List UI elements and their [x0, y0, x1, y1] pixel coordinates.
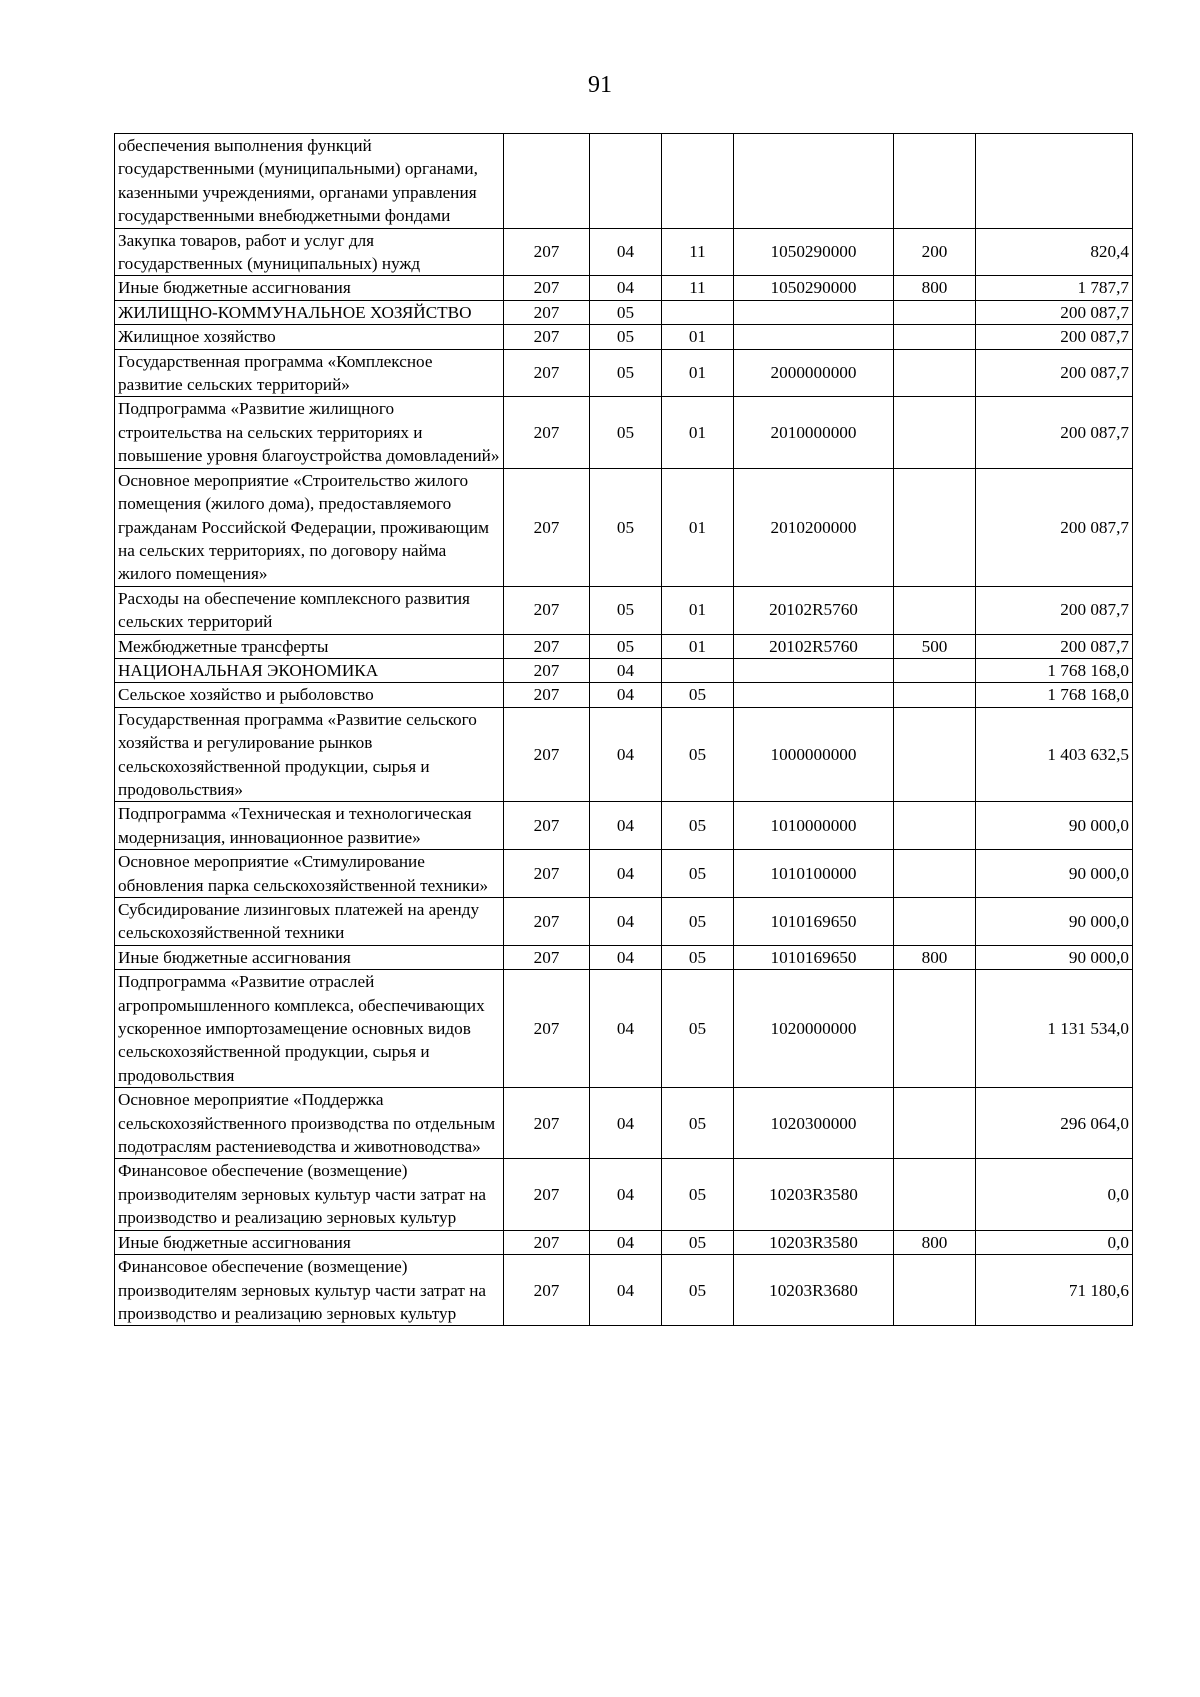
expenditure-name-cell: НАЦИОНАЛЬНАЯ ЭКОНОМИКА: [115, 658, 504, 682]
expenditure-name-cell: ЖИЛИЩНО-КОММУНАЛЬНОЕ ХОЗЯЙСТВО: [115, 300, 504, 324]
expense-type-cell: [894, 325, 976, 349]
subsection-code-cell: 05: [662, 1255, 734, 1326]
expenditure-name-cell: Финансовое обеспечение (возмещение) производителям зерновых культур части затрат на производство и реализацию зерновых культур: [115, 1255, 504, 1326]
section-code-cell: 05: [590, 397, 662, 468]
amount-cell: 200 087,7: [976, 300, 1133, 324]
section-code-cell: 04: [590, 658, 662, 682]
target-article-cell: [734, 658, 894, 682]
expense-type-cell: [894, 349, 976, 397]
table-row: [115, 707, 1133, 802]
page-number: 91: [588, 72, 612, 98]
expenditure-name-cell: Государственная программа «Развитие сельского хозяйства и регулирование рынков сельскохозяйственной продукции, сырья и продовольствия»: [115, 707, 504, 802]
target-article-cell: 20102R5760: [734, 634, 894, 658]
expenditure-name-cell: Закупка товаров, работ и услуг для государственных (муниципальных) нужд: [115, 228, 504, 276]
expense-type-cell: [894, 850, 976, 898]
section-code-cell: [590, 134, 662, 229]
target-article-cell: 20102R5760: [734, 586, 894, 634]
table-row: [115, 134, 1133, 229]
subsection-code-cell: 05: [662, 707, 734, 802]
expenditure-name-cell: Подпрограмма «Техническая и технологическая модернизация, инновационное развитие»: [115, 802, 504, 850]
grbs-code-cell: 207: [504, 850, 590, 898]
grbs-code-cell: 207: [504, 658, 590, 682]
subsection-code-cell: 05: [662, 683, 734, 707]
expense-type-cell: 800: [894, 276, 976, 300]
subsection-code-cell: 05: [662, 1230, 734, 1254]
target-article-cell: 1050290000: [734, 276, 894, 300]
target-article-cell: 10203R3580: [734, 1159, 894, 1230]
section-code-cell: 05: [590, 634, 662, 658]
amount-cell: 90 000,0: [976, 850, 1133, 898]
expenditure-name-cell: Подпрограмма «Развитие жилищного строительства на сельских территориях и повышение уровня благоустройства домовладений»: [115, 397, 504, 468]
expense-type-cell: [894, 898, 976, 946]
expenditure-name-cell: Межбюджетные трансферты: [115, 634, 504, 658]
subsection-code-cell: 01: [662, 586, 734, 634]
expenditure-name-cell: Основное мероприятие «Строительство жилого помещения (жилого дома), предоставляемого гражданам Российской Федерации, проживающим на сельских территориях, по договору найма жилого помещения»: [115, 468, 504, 586]
target-article-cell: [734, 683, 894, 707]
subsection-code-cell: 11: [662, 276, 734, 300]
target-article-cell: 1020000000: [734, 970, 894, 1088]
table-row: [115, 468, 1133, 586]
amount-cell: 90 000,0: [976, 898, 1133, 946]
grbs-code-cell: 207: [504, 349, 590, 397]
table-row: [115, 634, 1133, 658]
amount-cell: 200 087,7: [976, 586, 1133, 634]
target-article-cell: 10203R3580: [734, 1230, 894, 1254]
section-code-cell: 04: [590, 1230, 662, 1254]
expense-type-cell: [894, 468, 976, 586]
grbs-code-cell: 207: [504, 945, 590, 969]
subsection-code-cell: 11: [662, 228, 734, 276]
grbs-code-cell: 207: [504, 228, 590, 276]
target-article-cell: 1000000000: [734, 707, 894, 802]
grbs-code-cell: 207: [504, 325, 590, 349]
expenditure-name-cell: Иные бюджетные ассигнования: [115, 276, 504, 300]
target-article-cell: 10203R3680: [734, 1255, 894, 1326]
amount-cell: 200 087,7: [976, 397, 1133, 468]
table-row: [115, 1230, 1133, 1254]
expense-type-cell: [894, 586, 976, 634]
subsection-code-cell: [662, 658, 734, 682]
expense-type-cell: [894, 1255, 976, 1326]
subsection-code-cell: 01: [662, 325, 734, 349]
expense-type-cell: [894, 658, 976, 682]
table-row: [115, 850, 1133, 898]
subsection-code-cell: 05: [662, 850, 734, 898]
section-code-cell: 05: [590, 349, 662, 397]
subsection-code-cell: 01: [662, 397, 734, 468]
expense-type-cell: [894, 683, 976, 707]
table-row: [115, 1088, 1133, 1159]
section-code-cell: 05: [590, 300, 662, 324]
table-row: [115, 970, 1133, 1088]
section-code-cell: 04: [590, 802, 662, 850]
table-row: [115, 1255, 1133, 1326]
grbs-code-cell: 207: [504, 397, 590, 468]
table-row: [115, 349, 1133, 397]
expense-type-cell: 200: [894, 228, 976, 276]
grbs-code-cell: 207: [504, 683, 590, 707]
expense-type-cell: [894, 134, 976, 229]
grbs-code-cell: 207: [504, 1159, 590, 1230]
target-article-cell: 1050290000: [734, 228, 894, 276]
table-row: [115, 945, 1133, 969]
expense-type-cell: [894, 397, 976, 468]
grbs-code-cell: 207: [504, 276, 590, 300]
grbs-code-cell: 207: [504, 586, 590, 634]
amount-cell: 200 087,7: [976, 634, 1133, 658]
amount-cell: 1 131 534,0: [976, 970, 1133, 1088]
grbs-code-cell: 207: [504, 1255, 590, 1326]
expenditure-name-cell: Подпрограмма «Развитие отраслей агропромышленного комплекса, обеспечивающих ускоренное импортозамещение основных видов сельскохозяйственной продукции, сырья и продовольствия: [115, 970, 504, 1088]
amount-cell: 820,4: [976, 228, 1133, 276]
target-article-cell: [734, 300, 894, 324]
subsection-code-cell: 05: [662, 970, 734, 1088]
section-code-cell: 04: [590, 970, 662, 1088]
section-code-cell: 04: [590, 898, 662, 946]
subsection-code-cell: 05: [662, 945, 734, 969]
amount-cell: 1 768 168,0: [976, 683, 1133, 707]
expense-type-cell: 800: [894, 945, 976, 969]
expenditure-name-cell: Субсидирование лизинговых платежей на аренду сельскохозяйственной техники: [115, 898, 504, 946]
subsection-code-cell: [662, 300, 734, 324]
expense-type-cell: [894, 802, 976, 850]
subsection-code-cell: 05: [662, 802, 734, 850]
subsection-code-cell: 05: [662, 1088, 734, 1159]
table-row: [115, 397, 1133, 468]
target-article-cell: 2010200000: [734, 468, 894, 586]
amount-cell: 0,0: [976, 1159, 1133, 1230]
expense-type-cell: [894, 707, 976, 802]
amount-cell: 200 087,7: [976, 468, 1133, 586]
grbs-code-cell: 207: [504, 970, 590, 1088]
section-code-cell: 05: [590, 468, 662, 586]
table-row: [115, 276, 1133, 300]
budget-table-body: [115, 134, 1133, 1326]
expenditure-name-cell: Жилищное хозяйство: [115, 325, 504, 349]
grbs-code-cell: 207: [504, 707, 590, 802]
table-row: [115, 683, 1133, 707]
expenditure-name-cell: Основное мероприятие «Стимулирование обновления парка сельскохозяйственной техники»: [115, 850, 504, 898]
subsection-code-cell: 01: [662, 349, 734, 397]
section-code-cell: 04: [590, 850, 662, 898]
table-row: [115, 300, 1133, 324]
amount-cell: 1 787,7: [976, 276, 1133, 300]
amount-cell: 200 087,7: [976, 325, 1133, 349]
section-code-cell: 05: [590, 586, 662, 634]
target-article-cell: 1010169650: [734, 945, 894, 969]
section-code-cell: 04: [590, 276, 662, 300]
target-article-cell: 2000000000: [734, 349, 894, 397]
expenditure-name-cell: Расходы на обеспечение комплексного развития сельских территорий: [115, 586, 504, 634]
expenditure-name-cell: Иные бюджетные ассигнования: [115, 1230, 504, 1254]
grbs-code-cell: 207: [504, 300, 590, 324]
expenditure-name-cell: обеспечения выполнения функций государственными (муниципальными) органами, казенными учреждениями, органами управления государственными внебюджетными фондами: [115, 134, 504, 229]
expense-type-cell: [894, 300, 976, 324]
subsection-code-cell: 01: [662, 634, 734, 658]
table-row: [115, 325, 1133, 349]
amount-cell: 71 180,6: [976, 1255, 1133, 1326]
section-code-cell: 04: [590, 1088, 662, 1159]
expenditure-name-cell: Сельское хозяйство и рыболовство: [115, 683, 504, 707]
subsection-code-cell: 05: [662, 1159, 734, 1230]
target-article-cell: 1010100000: [734, 850, 894, 898]
budget-table: [114, 133, 1133, 1326]
expenditure-name-cell: Основное мероприятие «Поддержка сельскохозяйственного производства по отдельным подотраслям растениеводства и животноводства»: [115, 1088, 504, 1159]
section-code-cell: 04: [590, 1159, 662, 1230]
table-row: [115, 802, 1133, 850]
table-row: [115, 228, 1133, 276]
grbs-code-cell: 207: [504, 898, 590, 946]
target-article-cell: [734, 134, 894, 229]
section-code-cell: 04: [590, 1255, 662, 1326]
grbs-code-cell: 207: [504, 468, 590, 586]
section-code-cell: 04: [590, 683, 662, 707]
target-article-cell: 2010000000: [734, 397, 894, 468]
section-code-cell: 04: [590, 945, 662, 969]
expense-type-cell: [894, 970, 976, 1088]
grbs-code-cell: 207: [504, 634, 590, 658]
grbs-code-cell: 207: [504, 1230, 590, 1254]
section-code-cell: 04: [590, 228, 662, 276]
target-article-cell: 1020300000: [734, 1088, 894, 1159]
table-row: [115, 658, 1133, 682]
expense-type-cell: 800: [894, 1230, 976, 1254]
amount-cell: 90 000,0: [976, 945, 1133, 969]
amount-cell: 1 768 168,0: [976, 658, 1133, 682]
subsection-code-cell: [662, 134, 734, 229]
grbs-code-cell: [504, 134, 590, 229]
subsection-code-cell: 05: [662, 898, 734, 946]
amount-cell: 0,0: [976, 1230, 1133, 1254]
grbs-code-cell: 207: [504, 1088, 590, 1159]
target-article-cell: 1010000000: [734, 802, 894, 850]
table-row: [115, 1159, 1133, 1230]
target-article-cell: [734, 325, 894, 349]
target-article-cell: 1010169650: [734, 898, 894, 946]
amount-cell: 1 403 632,5: [976, 707, 1133, 802]
amount-cell: 200 087,7: [976, 349, 1133, 397]
expenditure-name-cell: Иные бюджетные ассигнования: [115, 945, 504, 969]
expense-type-cell: [894, 1088, 976, 1159]
section-code-cell: 04: [590, 707, 662, 802]
grbs-code-cell: 207: [504, 802, 590, 850]
expense-type-cell: 500: [894, 634, 976, 658]
amount-cell: 296 064,0: [976, 1088, 1133, 1159]
expenditure-name-cell: Финансовое обеспечение (возмещение) производителям зерновых культур части затрат на производство и реализацию зерновых культур: [115, 1159, 504, 1230]
subsection-code-cell: 01: [662, 468, 734, 586]
amount-cell: [976, 134, 1133, 229]
table-row: [115, 898, 1133, 946]
table-row: [115, 586, 1133, 634]
section-code-cell: 05: [590, 325, 662, 349]
expenditure-name-cell: Государственная программа «Комплексное развитие сельских территорий»: [115, 349, 504, 397]
expense-type-cell: [894, 1159, 976, 1230]
amount-cell: 90 000,0: [976, 802, 1133, 850]
